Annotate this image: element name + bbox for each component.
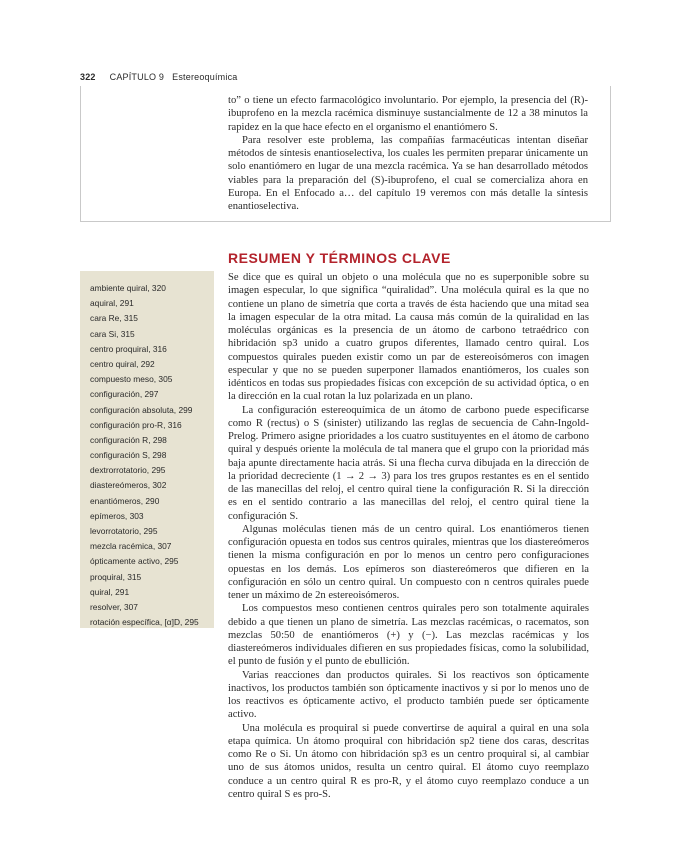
term-item: proquiral, 315 [90,571,142,582]
term-item: configuración absoluta, 299 [90,404,193,415]
term-item: quiral, 291 [90,586,130,597]
key-terms-list [90,281,199,630]
key-terms-sidebar [80,271,214,628]
term-item: configuración S, 298 [90,450,167,461]
term-item: dextrorrotatorio, 295 [90,465,166,476]
term-item: compuesto meso, 305 [90,374,173,385]
term-item: centro quiral, 292 [90,358,155,369]
term-item: resolver, 307 [90,601,138,612]
summary-body [228,271,589,801]
term-item: mezcla racémica, 307 [90,541,172,552]
chapter-label: CAPÍTULO 9 [109,72,165,82]
term-item: levorrotatorio, 295 [90,526,158,536]
term-item: ópticamente activo, 295 [90,556,179,567]
term-item: ambiente quiral, 320 [90,283,166,293]
term-item: configuración, 297 [90,389,159,400]
chapter-title: Estereoquímica [172,72,238,82]
term-item: epímeros, 303 [90,510,144,521]
term-item: configuración pro-R, 316 [90,419,182,430]
box-paragraph-1: to” o tiene un efecto farmacológico involuntario. Por ejemplo, la presencia del (R)-ibuprofeno en la mezcla racémica disminuye sustancialmente de 12 a 38 minutos la rapidez en la que hace efecto en el organismo el enantiómero S. [228,95,588,133]
page-number: 322 [80,72,96,82]
term-item: cara Re, 315 [90,313,138,324]
box-paragraph-2: Para resolver este problema, las compañías farmacéuticas intentan diseñar métodos de síntesis enantioselectiva, los cuales les permiten preparar únicamente un solo enantiómero en lugar de una mezcla racémica. Ya se han desarrollado métodos viables para la preparación del (S)-ibuprofeno, el cual se comercializa ahora en Europa. En el Enfocado a… del capítulo 19 veremos con más detalle la síntesis enantioselectiva. [228,134,588,213]
term-item: aquiral, 291 [90,298,134,309]
term-item: configuración R, 298 [90,434,167,445]
summary-paragraph-4: Los compuestos meso contienen centros quirales pero son totalmente aquirales debido a que tienen un plano de simetría. Las mezclas racémicas, o racematos, son mezclas 50:50 de enantiómeros (+) y (−). Las mezclas racémicas y los diastereómeros individuales difieren en sus propiedades físicas, como la solubilidad, el punto de fusión y el punto de ebullición. [228,603,589,668]
term-item: rotación específica, [α]D, 295 [90,617,199,628]
term-item: centro proquiral, 316 [90,343,167,354]
summary-paragraph-3: Algunas moléculas tienen más de un centro quiral. Los enantiómeros tienen configuración opuesta en todos sus centros quirales, mientras que los diastereómeros tienen la misma configuración en por lo menos un centro pero configuraciones opuestas en los demás. Los epímeros son diastereómeros que difieren en la configuración en sólo un centro quiral. Un compuesto con n centros quirales puede tener un máximo de 2n estereoisómeros. [228,523,589,601]
summary-paragraph-6: Una molécula es proquiral si puede convertirse de aquiral a quiral en una sola etapa química. Un átomo proquiral con hibridación sp2 tiene dos caras, descritas como Re o Si. Un átomo con hibridación sp3 es un centro proquiral si, al cambiar uno de sus átomos unidos, resulta un centro quiral. El átomo cuyo reemplazo conduce a un centro quiral R es pro-R, y el átomo cuyo reemplazo conduce a un centro quiral S es pro-S. [228,722,589,800]
section-title: RESUMEN Y TÉRMINOS CLAVE [228,250,451,266]
summary-paragraph-5: Varias reacciones dan productos quirales. Si los reactivos son ópticamente inactivos, los productos también son ópticamente inactivos y si por lo menos uno de los reactivos es ópticamente activo, el producto también puede ser ópticamente activo. [228,669,589,721]
summary-paragraph-2: La configuración estereoquímica de un átomo de carbono puede especificarse como R (rectus) o S (sinister) utilizando las reglas de secuencia de Cahn-Ingold-Prelog. Primero asigne prioridades a los cuatro sustituyentes en el átomo de carbono quiral y después oriente la molécula de tal manera que el grupo con la prioridad más baja apunte directamente hacia atrás. Si una flecha curva dibujada en la dirección de la prioridad decreciente (1 → 2 → 3) para los tres grupos restantes es en el sentido de las manecillas del reloj, el centro quiral tiene la configuración R. Si la dirección es en el sentido contrario a las manecillas del reloj, el centro quiral tiene la configuración S. [228,404,589,522]
term-item: enantiómeros, 290 [90,495,160,506]
term-item: cara Si, 315 [90,328,135,339]
summary-paragraph-1: Se dice que es quiral un objeto o una molécula que no es superponible sobre su imagen especular, lo que significa “quiralidad”. Una molécula quiral es la que no contiene un plano de simetría que corta a través de ésta haciendo que una mitad sea la imagen especular de la otra mitad. La causa más común de la quiralidad en las moléculas orgánicas es la presencia de un átomo de carbono tetraédrico con hibridación sp3 unido a cuatro grupos diferentes, llamado centro quiral. Los compuestos quirales pueden existir como un par de estereoisómeros con imagen especular y que no se pueden superponer llamados enantiómeros, los cuales son idénticos en todas sus propiedades físicas con excepción de su actividad óptica, o en la dirección en la cual rotan la luz polarizada en un plano. [228,272,589,403]
running-header [80,72,237,82]
term-item: diastereómeros, 302 [90,480,167,491]
focus-box-text [228,94,588,214]
